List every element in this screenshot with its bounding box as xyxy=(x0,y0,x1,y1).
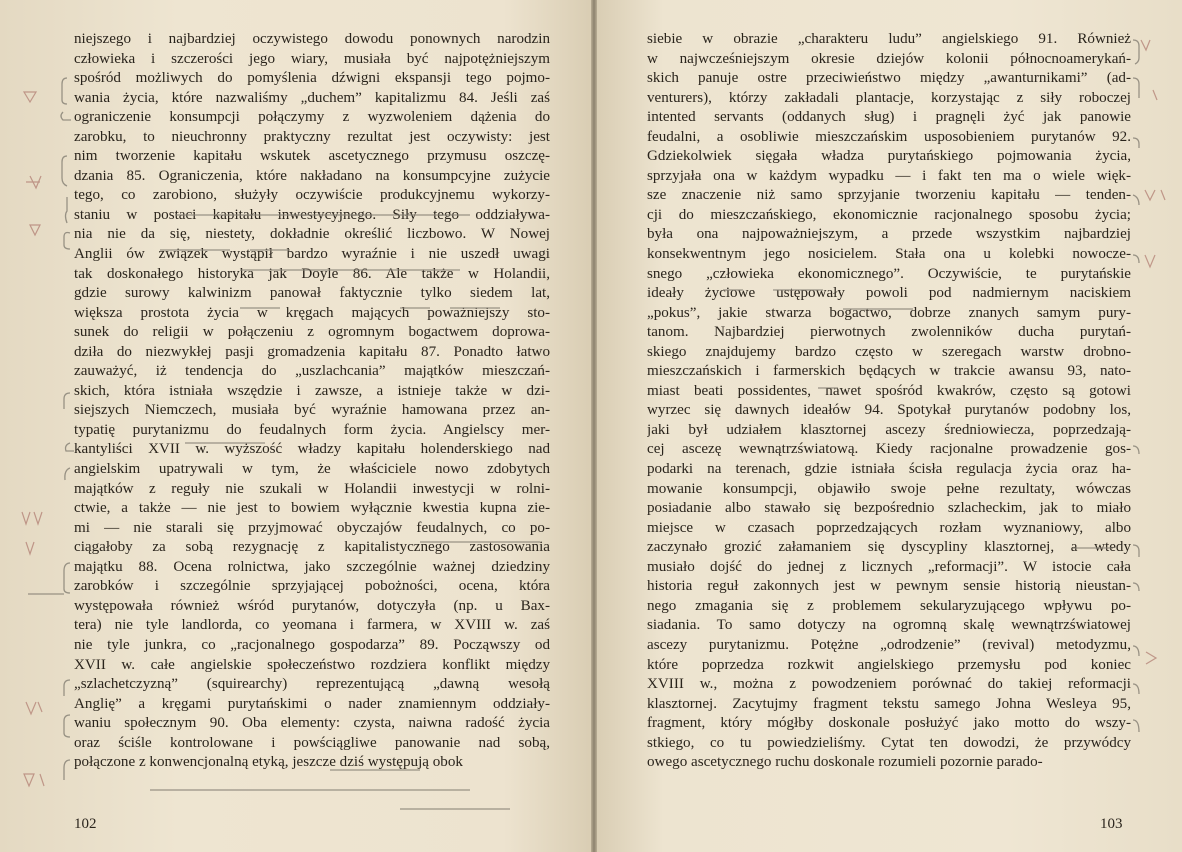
margin-bracket xyxy=(1133,195,1139,205)
text-line: nim tworzenie kapitału wskutek ascetycznego przymusu oszczę- xyxy=(74,148,550,165)
text-line: była ona najpoważniejszym, a przede wszystkim najbardziej xyxy=(647,226,1131,243)
text-line: dziła do niezwykłej pasji gromadzenia kapitału 87. Ponadto łatwo xyxy=(74,343,550,360)
text-line: spośród możliwych do pomyślenia dźwigni ekspansji tego pojmo- xyxy=(74,70,550,87)
margin-bracket xyxy=(64,393,70,409)
margin-bracket xyxy=(1133,78,1139,98)
text-line: XVIII w., można z powodzeniem porównać do takiej reformacji xyxy=(647,676,1131,693)
text-line: większa prostota życia w kręgach mających poważniejszy sto- xyxy=(74,304,550,321)
text-line: wyrzec się dawnych ideałów 94. Spotykał purytanów podobny los, xyxy=(647,402,1131,419)
text-line: sunek do religii w połączeniu z ogromnym bogactwem doprowa- xyxy=(74,324,550,341)
text-line: Anglię” a kręgami purytańskimi o nader znamiennym oddziały- xyxy=(74,695,550,712)
text-line: zauważyć, iż tendencja do „uszlachcania” majątków mieszczań- xyxy=(74,363,550,380)
text-line: tego, co zarobiono, służyły oczywiście produkcyjnemu wykorzy- xyxy=(74,187,550,204)
margin-bracket xyxy=(62,156,67,186)
text-line: Anglii ów związek wystąpił bardzo wyraźnie i nie uszedł uwagi xyxy=(74,246,550,263)
text-line: gdzie surowy kalwinizm panował faktycznie tylko siedem lat, xyxy=(74,285,550,302)
margin-bracket xyxy=(64,760,70,780)
text-line: ideały życiowe ustępowały powoli pod nadmiernym naciskiem xyxy=(647,285,1131,302)
text-line: intented servants (oddanych sług) i pragnęli żyć jak panowie xyxy=(647,109,1131,126)
text-line: „szlachetczyzną” (squirearchy) reprezentującą „dawną wesołą xyxy=(74,676,550,693)
text-line: snego „człowieka ekonomicznego”. Oczywiście, te purytańskie xyxy=(647,265,1131,282)
text-line: historia reguł zakonnych jest w pewnym sensie historią nieustan- xyxy=(647,578,1131,595)
margin-bracket xyxy=(1133,138,1139,148)
margin-bracket xyxy=(1133,583,1139,591)
text-line: skich panuje ostre przeciwieństwo między „awanturnikami” (ad- xyxy=(647,70,1131,87)
text-line: fragment, który mógłby doskonale posłużyć jako motto do wszy- xyxy=(647,715,1131,732)
right-page-number: 103 xyxy=(1100,816,1123,832)
text-line: ograniczenie konsumpcji połączymy z wyzwoleniem dążenia do xyxy=(74,109,550,126)
text-line: tanom. Najbardziej pierwotnych zwolenników ducha purytań- xyxy=(647,324,1131,341)
text-line: podarki na terenach, gdzie istniała ścisła regulacja życia oraz ha- xyxy=(647,461,1131,478)
margin-bracket xyxy=(64,680,70,696)
text-line: mieszczańskich i farmerskich będących w trakcie awansu 93, nato- xyxy=(647,363,1131,380)
text-line: skich, która istniała wszędzie i zawsze, a istnieje także w dzi- xyxy=(74,382,550,399)
left-page-text xyxy=(74,30,550,773)
text-line: musiało dojść do jednej z licznych „reformacji”. W istocie cała xyxy=(647,558,1131,575)
text-line: ctwie, a także — nie jest to bowiem wyłącznie kwestia kupna zie- xyxy=(74,500,550,517)
book-gutter xyxy=(591,0,597,852)
margin-bracket xyxy=(1133,646,1139,656)
text-line: mowanie konsumpcji, objawiło swoje pełne rezultaty, wówczas xyxy=(647,480,1131,497)
text-line: dzania 85. Ograniczenia, które nakładano na konsumpcyjne zużycie xyxy=(74,167,550,184)
text-line: klasztornej. Zacytujmy fragment tekstu samego Johna Wesleya 95, xyxy=(647,695,1131,712)
text-line: „pokus”, jakie stwarza bogactwo, dobrze znanych samym pury- xyxy=(647,304,1131,321)
text-line: wania życia, które nazwaliśmy „duchem” kapitalizmu 84. Jeśli zaś xyxy=(74,89,550,106)
text-line: występowała również wśród purytanów, dotyczyła (np. u Bax- xyxy=(74,597,550,614)
margin-triangle-mark xyxy=(30,225,40,235)
margin-bracket xyxy=(1133,720,1139,732)
text-line: cji do mieszczańskiego, ekonomicznie racjonalnego sposobu życia; xyxy=(647,206,1131,223)
margin-mark xyxy=(1153,90,1157,100)
margin-mark xyxy=(26,542,34,554)
text-line: nia nie da się, niestety, dokładnie określić liczbowo. W Nowej xyxy=(74,226,550,243)
text-line: miast beati possidentes, nawet spośród kwakrów, często są gotowi xyxy=(647,382,1131,399)
text-line: konsekwentnym jego nosicielem. Stała ona u kolebki nowocze- xyxy=(647,246,1131,263)
text-line: waniu społecznym 90. Oba elementy: czysta, naiwna radość życia xyxy=(74,715,550,732)
margin-bracket xyxy=(64,233,70,250)
text-line: sprzyjała ona w każdym wypadku — i fakt ten ma o wiele więk- xyxy=(647,167,1131,184)
text-line: feudalni, a osobliwie mieszczańskim usposobieniem purytanów 92. xyxy=(647,128,1131,145)
text-line: w najwcześniejszym okresie dziejów kolonii północnoamerykań- xyxy=(647,50,1131,67)
text-line: owego ascetycznego ruchu doskonale rozumieli pozornie parado- xyxy=(647,754,1043,771)
margin-mark xyxy=(24,774,44,786)
text-line: sze znaczenie niż samo sprzyjanie tworzeniu kapitału — tenden- xyxy=(647,187,1131,204)
text-line: siejszych Niemczech, musiała być wyraźnie hamowana przez an- xyxy=(74,402,550,419)
margin-bracket xyxy=(61,112,71,120)
right-page xyxy=(593,0,1182,852)
text-line: które poprzedza rozkwit angielskiego przemysłu pod koniec xyxy=(647,656,1131,673)
text-line: zaczynało grozić załamaniem się dyscypliny klasztornej, a wtedy xyxy=(647,539,1131,556)
margin-bracket xyxy=(66,443,75,451)
margin-bracket xyxy=(1133,40,1139,64)
text-line: tera) nie tyle landlorda, co yeomana i farmera, w XVIII w. zaś xyxy=(74,617,550,634)
text-line: ciągałoby za sobą rezygnację z kapitalistycznego zastosowania xyxy=(74,539,550,556)
margin-bracket xyxy=(1133,255,1139,263)
margin-triangle-mark xyxy=(1146,652,1156,664)
text-line: ascezy purytanizmu. Potężne „odrodzenie” (revival) metodyzmu, xyxy=(647,636,1131,653)
text-line: venturers), którzy zakładali plantacje, korzystając z siły roboczej xyxy=(647,89,1131,106)
margin-mark xyxy=(26,702,42,714)
text-line: posiadanie albo stawało się bezpośrednio szlacheckim, jak to miało xyxy=(647,500,1131,517)
margin-bracket xyxy=(62,78,67,104)
left-page-number: 102 xyxy=(74,816,97,832)
margin-triangle-mark xyxy=(24,92,36,102)
text-line: nego zmagania się z problemem sekularyzującego wpływu po- xyxy=(647,597,1131,614)
margin-mark xyxy=(26,176,41,188)
text-line: mi — nie starali się przyjmować obyczajów feudalnych, co po- xyxy=(74,519,550,536)
text-line: stkiego, co tu powiedzieliśmy. Cytat ten dowodzi, że przywódcy xyxy=(647,734,1131,751)
margin-bracket xyxy=(64,715,70,737)
text-line: człowieka i szczerości jego wiary, musiała być najpotężniejszym xyxy=(74,50,550,67)
text-line: majątku 88. Ocena rolnictwa, jako szczególnie ważnej dziedziny xyxy=(74,558,550,575)
text-line: oraz ściśle kontrolowane i powściągliwe panowanie nad sobą, xyxy=(74,734,550,751)
margin-bracket xyxy=(1133,446,1139,454)
text-line: połączone z konwencjonalną etyką, jeszcze dziś występują obok xyxy=(74,754,463,771)
margin-bracket xyxy=(66,197,68,223)
text-line: siebie w obrazie „charakteru ludu” angielskiego 91. Również xyxy=(647,31,1131,47)
margin-bracket xyxy=(64,563,70,593)
text-line: staniu w postaci kapitału inwestycyjnego. Siły tego oddziaływa- xyxy=(74,206,550,223)
margin-bracket xyxy=(1133,684,1139,694)
text-line: XVII w. całe angielskie społeczeństwo rozdziera konflikt między xyxy=(74,656,550,673)
text-line: skiego znajdujemy bardzo często w szeregach warstw drobno- xyxy=(647,343,1131,360)
text-line: zarobków i szczególnie sprzyjającej pobożności, ocena, która xyxy=(74,578,550,595)
text-line: zarobku, to nieuchronny praktyczny rezultat jest oczywisty: jest xyxy=(74,128,550,145)
margin-bracket xyxy=(1133,545,1139,557)
text-line: niejszego i najbardziej oczywistego dowodu ponownych narodzin xyxy=(74,31,550,47)
margin-mark xyxy=(1141,40,1150,50)
text-line: siadania. To samo dotyczy na ogromną skalę wewnątrzświatowej xyxy=(647,617,1131,634)
text-line: jaki był udziałem klasztornej ascezy średniowiecza, poprzedzają- xyxy=(647,421,1131,438)
right-page-text xyxy=(647,30,1131,773)
margin-mark xyxy=(1145,255,1155,267)
margin-bracket xyxy=(65,468,70,480)
text-line: Gdziekolwiek sięgała władza purytańskiego pojmowania życia, xyxy=(647,148,1131,165)
text-line: kantyliści XVII w. wyższość władzy kapitału holenderskiego nad xyxy=(74,441,550,458)
margin-mark xyxy=(1145,190,1165,200)
text-line: miejsce w czasach poprzedzających rozłam wyznaniowy, albo xyxy=(647,519,1131,536)
margin-mark xyxy=(22,512,42,524)
text-line: angielskim upatrywali w tym, że właściciele nowo zdobytych xyxy=(74,461,550,478)
text-line: cej ascezę wewnątrzświatową. Kiedy racjonalne prowadzenie gos- xyxy=(647,441,1131,458)
text-line: typatię purytanizmu do feudalnych form życia. Angielscy mer- xyxy=(74,421,550,438)
text-line: tak doskonałego historyka jak Doyle 86. Ale także w Holandii, xyxy=(74,265,550,282)
text-line: majątków z reguły nie szukali w Holandii inwestycji w rolni- xyxy=(74,480,550,497)
text-line: nie tyle junkra, co „racjonalnego gospodarza” 89. Począwszy od xyxy=(74,636,550,653)
